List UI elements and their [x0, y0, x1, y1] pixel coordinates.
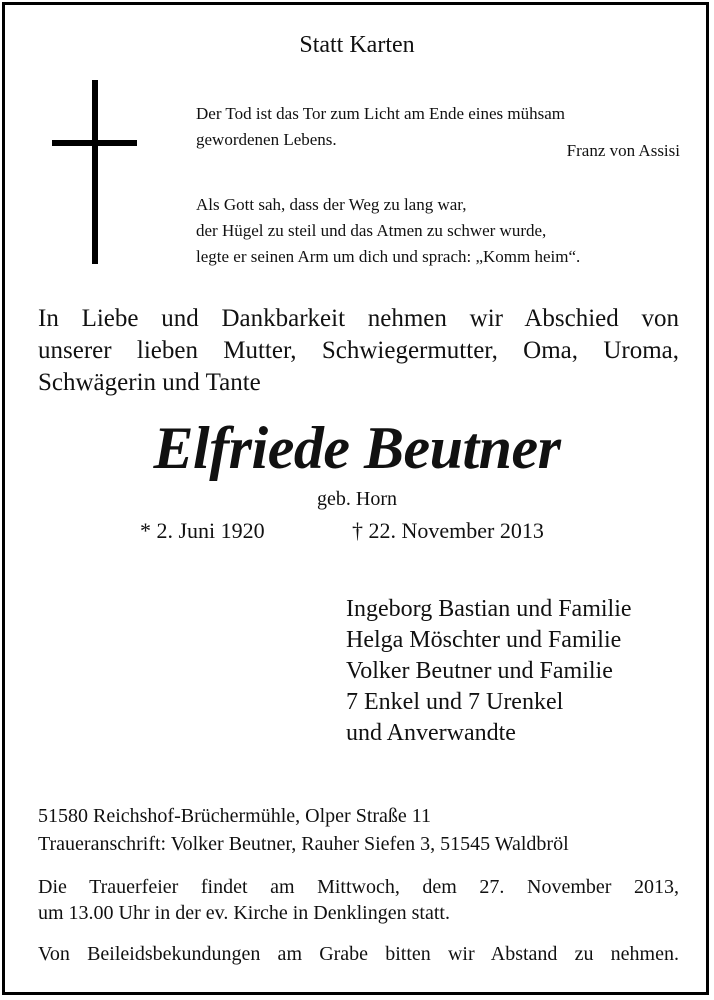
funeral-line-1: Die Trauerfeier findet am Mittwoch, dem 27. November 2013, [38, 876, 679, 898]
intro-line-2: unserer lieben Mutter, Schwiegermutter, Oma, Uroma, [38, 337, 679, 364]
deceased-name: Elfriede Beutner [153, 415, 561, 481]
cross-vertical-bar [92, 80, 98, 264]
address-line-2: Traueranschrift: Volker Beutner, Rauher Siefen 3, 51545 Waldbröl [38, 833, 569, 855]
notice-header: Statt Karten [299, 32, 415, 58]
mourner-item: Helga Möschter und Familie [346, 627, 622, 653]
intro-line-1: In Liebe und Dankbarkeit nehmen wir Abschied von [38, 305, 679, 332]
quote-author: Franz von Assisi [566, 141, 680, 160]
poem-line-1: Als Gott sah, dass der Weg zu lang war, [196, 195, 467, 214]
poem-line-3: legte er seinen Arm um dich und sprach: „Komm heim“. [196, 247, 581, 266]
intro-line-3: Schwägerin und Tante [38, 369, 261, 396]
cross-horizontal-bar [52, 140, 137, 146]
birth-date: * 2. Juni 1920 [140, 518, 265, 543]
quote-line-2: gewordenen Lebens. [196, 130, 337, 149]
intro-text [38, 303, 679, 399]
mourner-item: Volker Beutner und Familie [346, 658, 613, 684]
mourners-list [346, 594, 632, 749]
quote-line-1: Der Tod ist das Tor zum Licht am Ende eines mühsam [196, 104, 566, 123]
mourner-item: Ingeborg Bastian und Familie [346, 596, 632, 622]
death-date: † 22. November 2013 [352, 518, 544, 543]
address-line-1: 51580 Reichshof-Brüchermühle, Olper Straße 11 [38, 805, 432, 827]
mourner-item: und Anverwandte [346, 720, 516, 746]
closing-note [38, 943, 679, 966]
poem-line-2: der Hügel zu steil und das Atmen zu schwer wurde, [196, 221, 547, 240]
funeral-line-2: um 13.00 Uhr in der ev. Kirche in Denklingen statt. [38, 902, 450, 924]
mourner-item: 7 Enkel und 7 Urenkel [346, 689, 564, 715]
maiden-name: geb. Horn [317, 488, 397, 510]
closing-text: Von Beileidsbekundungen am Grabe bitten wir Abstand zu nehmen. [38, 943, 679, 965]
funeral-info [38, 876, 679, 925]
